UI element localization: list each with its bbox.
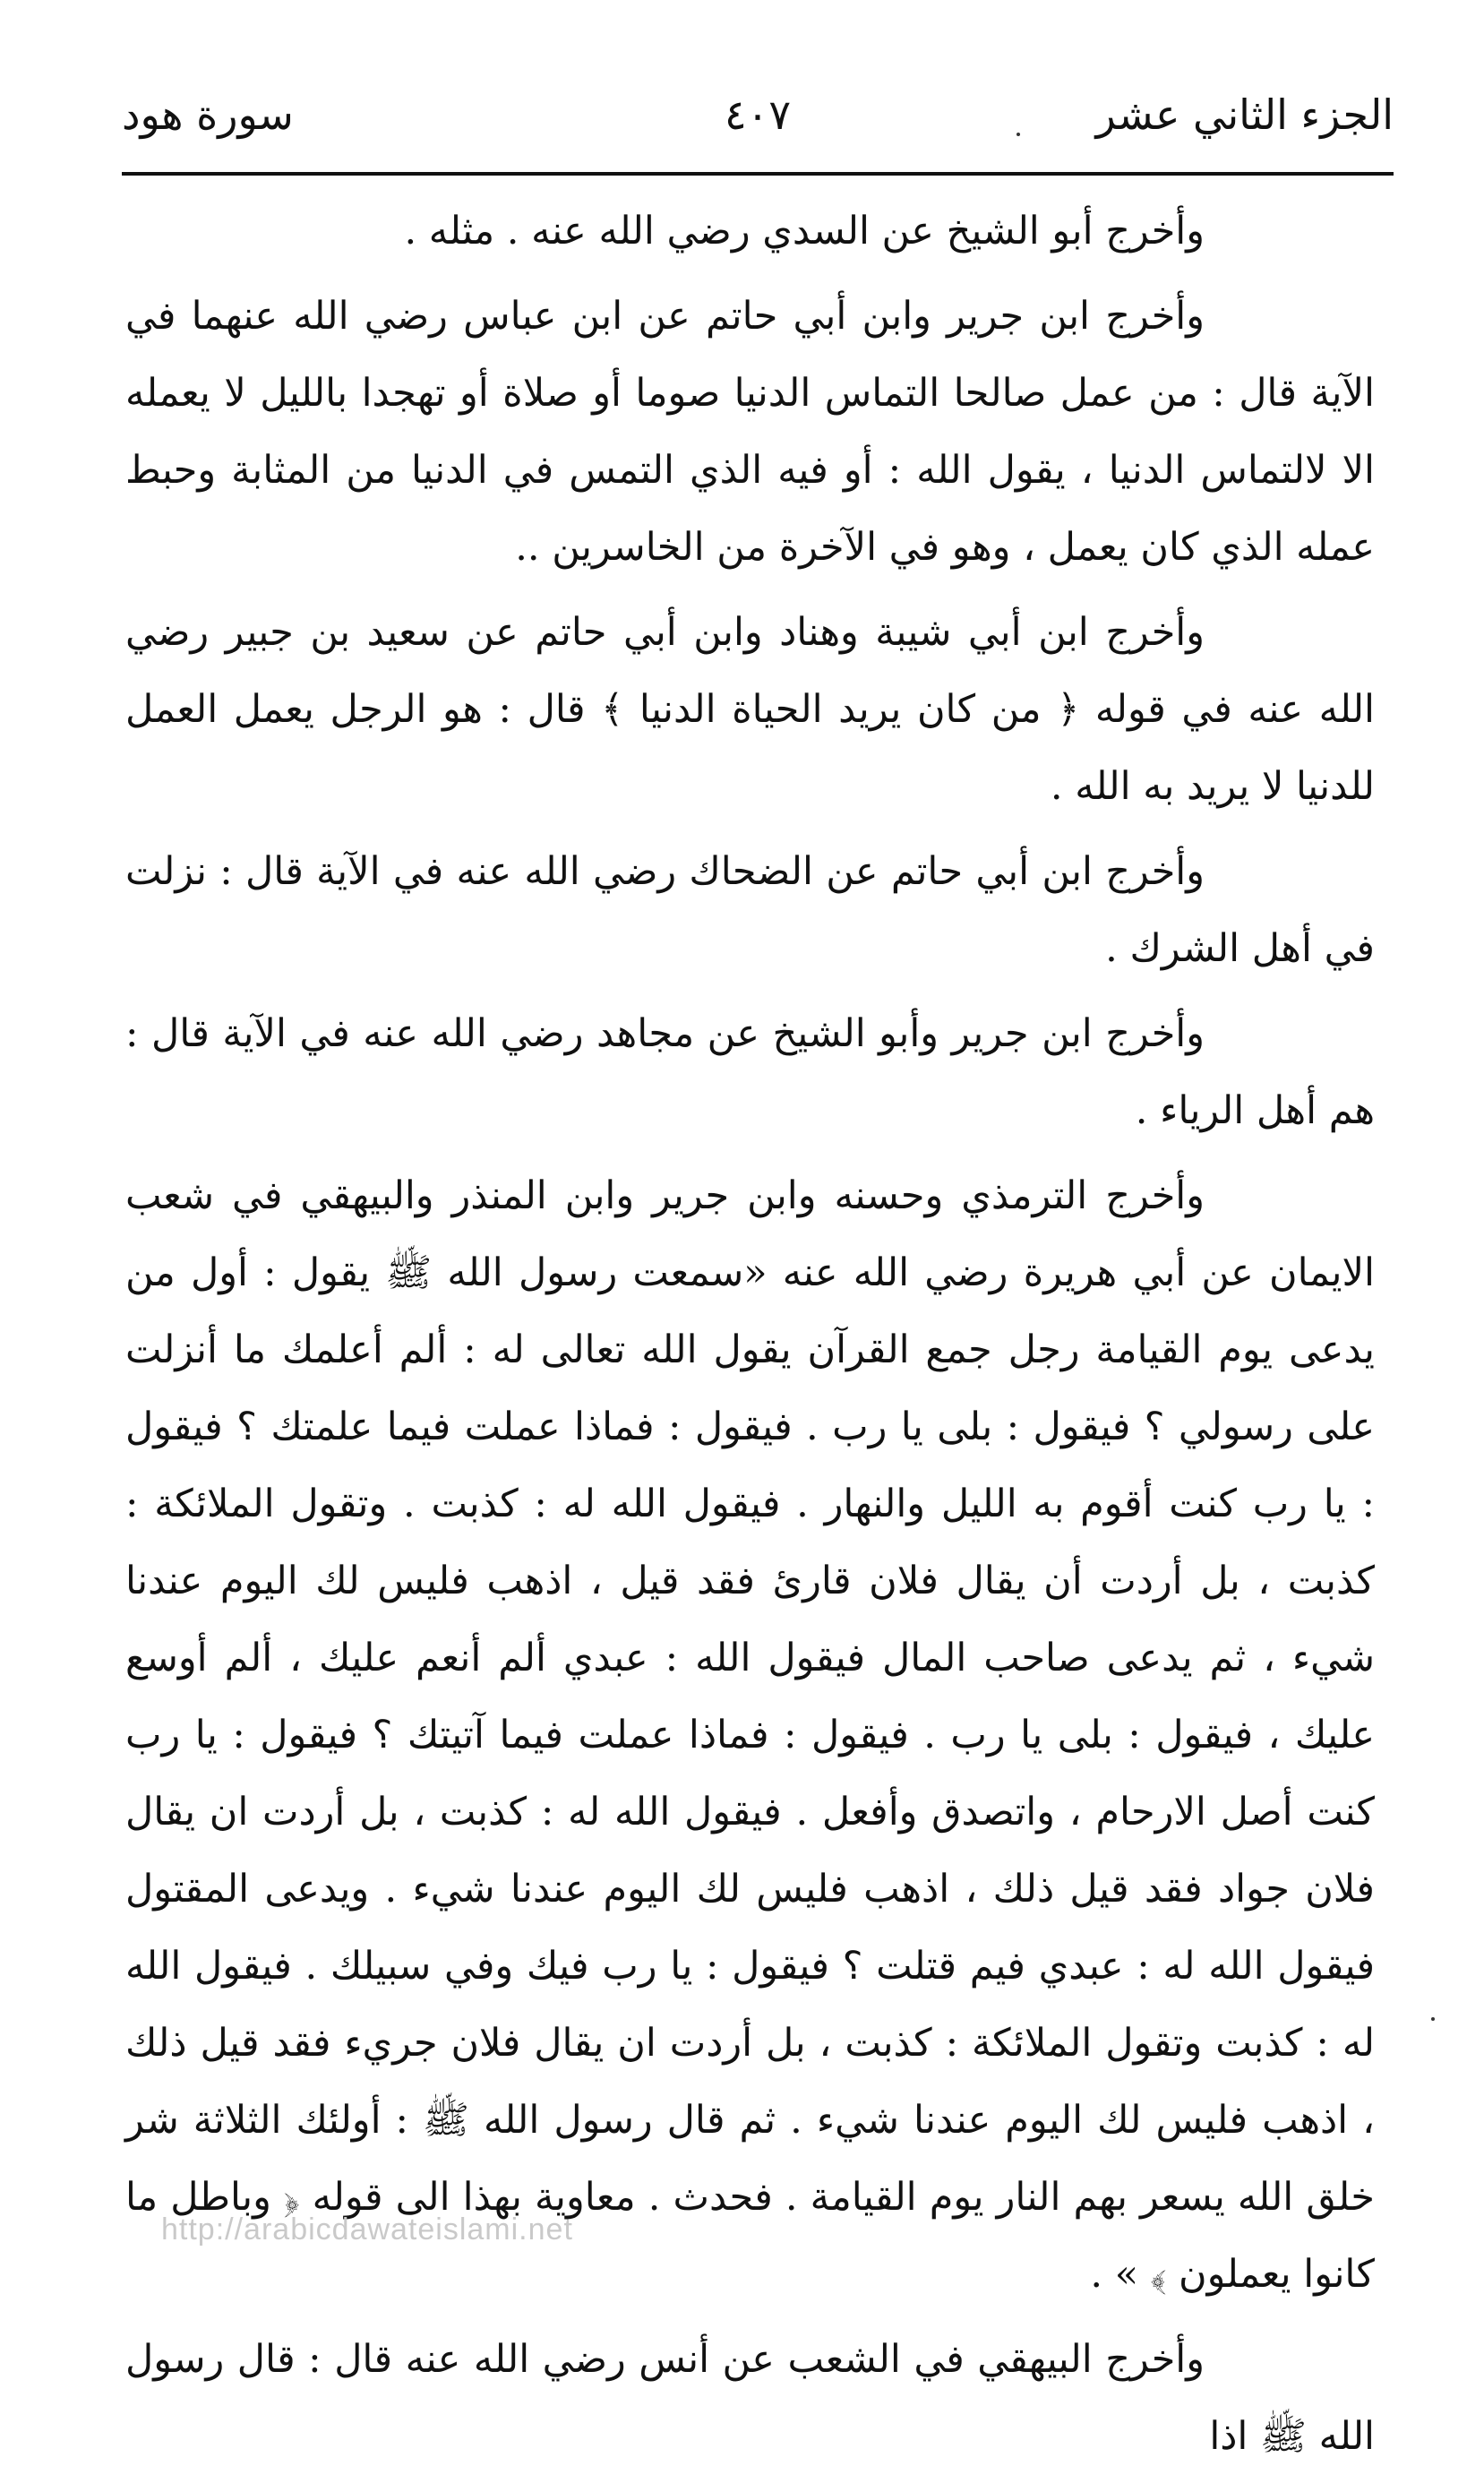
scan-speck [1016, 133, 1020, 136]
page-number: ٤٠٧ [724, 90, 792, 139]
paragraph: وأخرج ابن جرير وابن أبي حاتم عن ابن عباس رضي الله عنهما في الآية قال : من عمل صالحا التماس الدنيا صوما أو صلاة أو تهجدا بالليل لا يعمله الا لالتماس الدنيا ، يقول الله : أو فيه الذي التمس في الدنيا من المثابة وحبط عمله الذي كان يعمل ، وهو في الآخرة من الخاسرين .. [125, 294, 1375, 570]
paragraph: وأخرج ابن جرير وأبو الشيخ عن مجاهد رضي الله عنه في الآية قال : هم أهل الرياء . [125, 1011, 1375, 1133]
paragraph: وأخرج الترمذي وحسنه وابن جرير وابن المنذر والبيهقي في شعب الايمان عن أبي هريرة رضي الله عنه «سمعت رسول الله ﷺ يقول : أول من يدعى يوم القيامة رجل جمع القرآن يقول الله تعالى له : ألم أعلمك ما أنزلت على رسولي ؟ فيقول : بلى يا رب . فيقول : فماذا عملت فيما علمتك ؟ فيقول : يا رب كنت أقوم به الليل والنهار . فيقول الله له : كذبت . وتقول الملائكة : كذبت ، بل أردت أن يقال فلان قارئ فقد قيل ، اذهب فليس لك اليوم عندنا شيء ، ثم يدعى صاحب المال فيقول الله : عبدي ألم أنعم عليك ، ألم أوسع عليك ، فيقول : بلى يا رب . فيقول : فماذا عملت فيما آتيتك ؟ فيقول : يا رب كنت أصل الارحام ، واتصدق وأفعل . فيقول الله له : كذبت ، بل أردت ان يقال فلان جواد فقد قيل ذلك ، اذهب فليس لك اليوم عندنا شيء . ويدعى المقتول فيقول الله له : عبدي فيم قتلت ؟ فيقول : يا رب فيك وفي سبيلك . فيقول الله له : كذبت وتقول الملائكة : كذبت ، بل أردت ان يقال فلان جريء فقد قيل ذلك ، اذهب فليس لك اليوم عندنا شيء . ثم قال رسول الله ﷺ : أولئك الثلاثة شر خلق الله يسعر بهم النار يوم القيامة . فحدث . معاوية بهذا الى قوله ﴿ وباطل ما كانوا يعملون ﴾ » . [125, 1173, 1375, 2297]
scan-speck [1431, 2017, 1435, 2021]
paragraph: وأخرج ابن أبي حاتم عن الضحاك رضي الله عنه في الآية قال : نزلت في أهل الشرك . [125, 849, 1375, 971]
paragraph: وأخرج أبو الشيخ عن السدي رضي الله عنه . مثله . [404, 209, 1205, 253]
watermark: http://arabicdawateislami.net [161, 2212, 573, 2247]
surah-title: سورة هود [122, 90, 294, 139]
paragraph: وأخرج البيهقي في الشعب عن أنس رضي الله عنه قال : قال رسول الله ﷺ اذا [125, 2337, 1375, 2459]
header-rule [122, 172, 1394, 176]
page-body [125, 193, 1375, 2483]
paragraph: وأخرج ابن أبي شيبة وهناد وابن أبي حاتم عن سعيد بن جبير رضي الله عنه في قوله ﴿ من كان يريد الحياة الدنيا ﴾ قال : هو الرجل يعمل العمل للدنيا لا يريد به الله . [125, 610, 1375, 809]
running-header [122, 79, 1394, 150]
part-title: الجزء الثاني عشر [1095, 90, 1394, 139]
